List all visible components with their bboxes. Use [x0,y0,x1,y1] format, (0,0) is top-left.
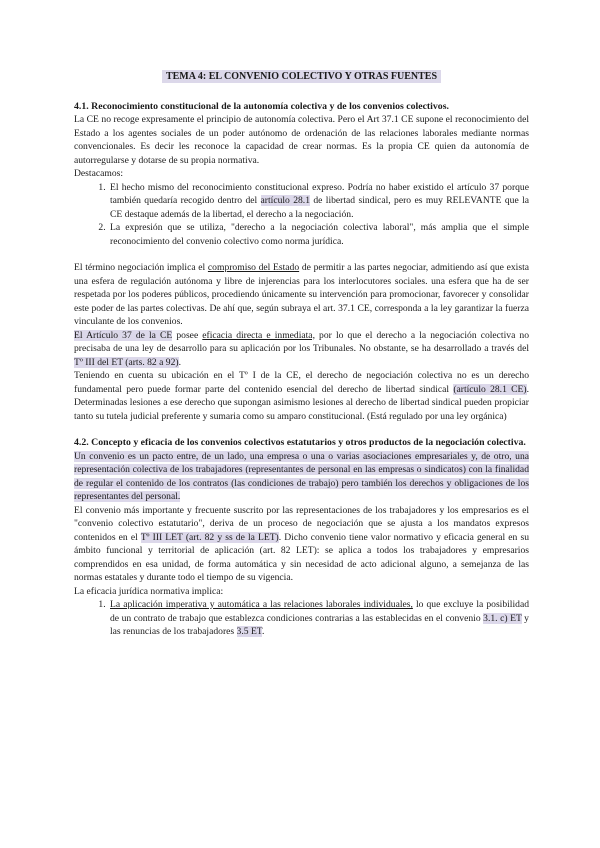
paragraph: Teniendo en cuenta su ubicación en el Tº I de la CE, el derecho de negociación colectiva no es un derecho fundamental pero puede formar parte del contenido esencial del derecho de libertad sindical (artículo 28.1 CE). Determinadas lesiones a ese derecho que supongan asimismo lesiones al derecho de libertad sindical pueden propiciar tanto su tutela judicial preferente y sumaria como su amparo constitucional. (Está regulado por una ley orgánica) [74,370,529,422]
highlight: 3.1. c) ET [483,612,522,624]
numbered-list [74,181,529,249]
paragraph: Destacamos: [74,168,124,179]
list-item: 1. El hecho mismo del reconocimiento constitucional expreso. Podría no haber existido el artículo 37 porque también quedaría recogido dentro del artículo 28.1 de libertad sindical, pero es muy RELEVANTE que la CE destaque además de la libertad, el derecho a la negociación. [108,181,529,222]
list-item: 1. La aplicación imperativa y automática a las relaciones laborales individuales, lo que excluye la posibilidad de un contrato de trabajo que establezca condiciones contrarias a las establecidas en el convenio 3.1. c) ET y las renuncias de los trabajadores 3.5 ET. [108,598,529,639]
list-item: 2. La expresión que se utiliza, "derecho a la negociación colectiva laboral", más amplia que el simple reconocimiento del convenio colectivo como norma jurídica. [108,221,529,248]
highlight: Tº III LET (art. 82 y ss de la LET) [140,531,279,543]
highlight: Un convenio es un pacto entre, de un lado, una empresa o una o varias asociaciones empresariales y, de otro, una representación colectiva de los trabajadores (representantes de personal en las empresas o sindicatos) con la finalidad de regular el contenido de los contratos (las condiciones de trabajo) pero también los derechos y obligaciones de los representantes del personal. [74,450,529,502]
paragraph: El Artículo 37 de la CE posee eficacia directa e inmediata, por lo que el derecho a la negociación colectiva no precisaba de una ley de desarrollo para su aplicación por los Tribunales. No obstante, se ha desarrollado a través del Tº III del ET (arts. 82 a 92). [74,329,530,368]
section-heading-4-1: 4.1. Reconocimiento constitucional de la autonomía colectiva y de los convenios colectivos. [74,100,449,112]
highlight: (artículo 28.1 CE) [453,383,527,395]
highlight: 3.5 ET [236,626,262,637]
highlight: Tº III del ET (arts. 82 a 92) [74,356,179,368]
paragraph: El término negociación implica el compromiso del Estado de permitir a las partes negociar, admitiendo así que exista una esfera de regulación autónoma y libre de injerencias para los interlocutores sociales. una esfera que ha de ser respetada por los poderes públicos, procediendo únicamente su intervención para promocionar, favorecer y consolidar este poder de las partes colectivas. De ahí que, según subraya el art. 37.1 CE, corresponda a la ley garantizar la fuerza vinculante de los convenios. [74,262,530,327]
paragraph: La CE no recoge expresamente el principio de autonomía colectiva. Pero el Art 37.1 CE supone el reconocimiento del Estado a los agentes sociales de un poder autónomo de ordenación de las relaciones laborales mediante normas convencionales. Es decir les reconoce la capacidad de crear normas. Es la propia CE quien da autonomía de autorregularse y dotarse de su propia normativa. [74,114,529,166]
numbered-list [74,598,529,639]
highlight: El Artículo 37 de la CE [74,329,173,341]
page-title: TEMA 4: EL CONVENIO COLECTIVO Y OTRAS FUENTES [74,70,529,84]
underlined-text: La aplicación imperativa y automática a las relaciones laborales individuales, [110,599,413,610]
paragraph: El convenio más importante y frecuente suscrito por las representaciones de los trabajadores y los empresarios es el "convenio colectivo estatutario", deriva de un proceso de negociación que se ajusta a los mandatos expresos contenidos en el Tº III LET (art. 82 y ss de la LET). Dicho convenio tiene valor normativo y eficacia general en su ámbito funcional y territorial de aplicación (art. 82 LET): se aplica a todos los trabajadores y empresarios comprendidos en esa unidad, de forma automática y sin necesidad de acto adicional alguno, a semejanza de las normas estatales y durante todo el tiempo de su vigencia. [74,504,529,583]
paragraph: La eficacia jurídica normativa implica: [74,585,224,597]
underlined-text: compromiso del Estado [207,262,300,273]
underlined-text: eficacia directa e inmediata, [202,329,315,341]
section-heading-4-2: 4.2. Concepto y eficacia de los convenios colectivos estatutarios y otros productos de la negociación colectiva. [74,437,526,448]
paragraph [74,450,529,504]
highlight: artículo 28.1 [260,195,311,206]
